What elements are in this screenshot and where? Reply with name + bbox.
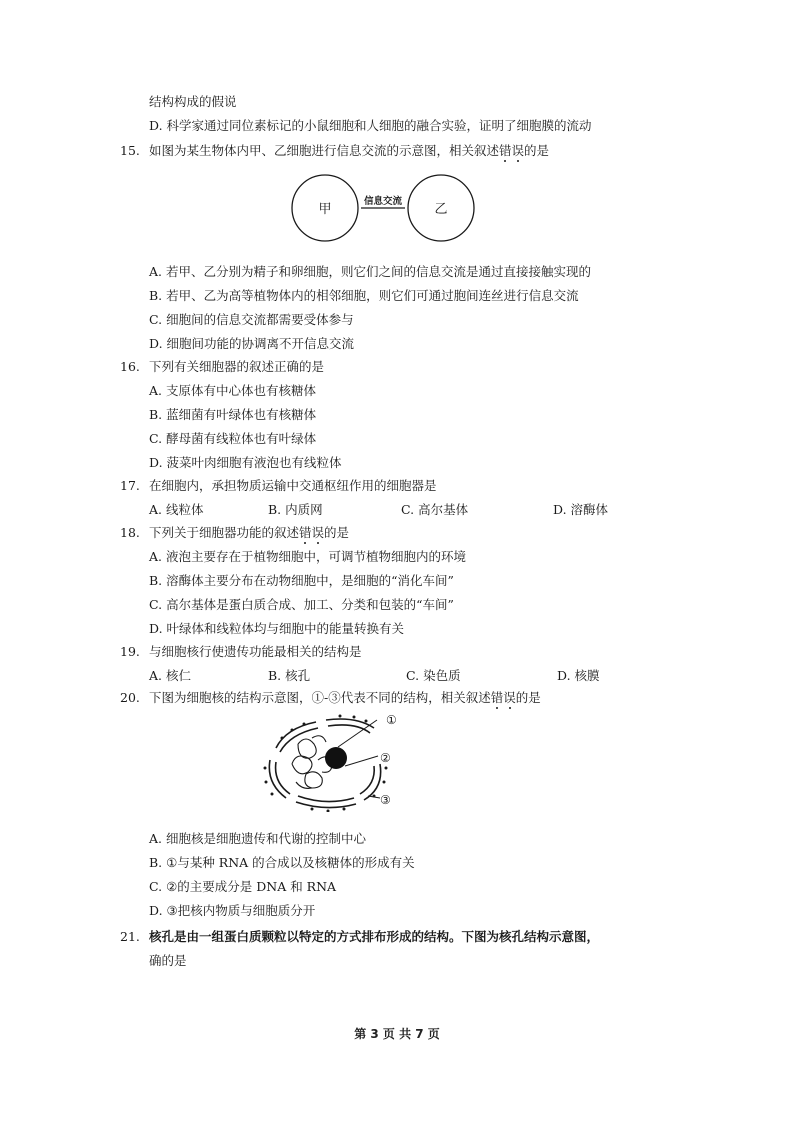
ribosome-dot (383, 781, 386, 784)
emphasis-char-1: 错 (499, 143, 512, 158)
question-18-emphasis-error (299, 525, 324, 540)
continuation-text-line-2: D. 科学家通过同位素标记的小鼠细胞和人细胞的融合实验，证明了细胞膜的流动 (149, 118, 592, 133)
question-17-option-a[interactable]: A. 线粒体 (149, 502, 204, 517)
ribosome-dot (343, 808, 346, 811)
question-17-option-b[interactable]: B. 内质网 (268, 502, 323, 517)
question-17-option-c[interactable]: C. 高尔基体 (401, 502, 469, 517)
envelope-inner-arc-right (360, 766, 374, 794)
cell-communication-diagram (286, 168, 482, 254)
question-16-option-d[interactable]: D. 菠菜叶肉细胞有液泡也有线粒体 (149, 455, 342, 470)
envelope-outer-arc-top-left (276, 722, 316, 748)
chromatin-loop (298, 739, 316, 758)
question-21-number: 21. (120, 929, 140, 944)
ribosome-dot (291, 729, 294, 732)
ribosome-dot (385, 767, 388, 770)
emphasis-char-2: 误 (311, 525, 325, 540)
nuclear-envelope (269, 719, 380, 808)
question-15-option-d[interactable]: D. 细胞间功能的协调离不开信息交流 (149, 336, 355, 351)
question-15-stem-part-b: 的是 (524, 143, 550, 158)
structure-label-1: ① (386, 713, 397, 727)
ribosome-dot (353, 716, 356, 719)
chromatin-loop (292, 756, 312, 774)
question-18-option-b[interactable]: B. 溶酶体主要分布在动物细胞中，是细胞的“消化车间” (149, 573, 454, 588)
question-20-emphasis-error (491, 690, 516, 705)
question-16-option-c[interactable]: C. 酵母菌有线粒体也有叶绿体 (149, 431, 317, 446)
emphasis-char-1: 错 (490, 690, 504, 705)
question-18-option-c[interactable]: C. 高尔基体是蛋白质合成、加工、分类和包装的“车间” (149, 597, 454, 612)
question-17-stem: 在细胞内，承担物质运输中交通枢纽作用的细胞器是 (149, 478, 437, 493)
question-15-emphasis-error (499, 143, 524, 158)
communication-label: 信息交流 (363, 196, 403, 207)
leader-line-2 (345, 756, 378, 766)
question-16-option-b[interactable]: B. 蓝细菌有叶绿体也有核糖体 (149, 407, 317, 422)
question-18-option-a[interactable]: A. 液泡主要存在于植物细胞中，可调节植物细胞内的环境 (149, 549, 466, 564)
ribosome-dot (281, 737, 284, 740)
emphasis-char-2: 误 (503, 690, 516, 705)
envelope-outer-arc-bottom (296, 802, 356, 808)
question-15-option-a[interactable]: A. 若甲、乙分别为精子和卵细胞，则它们之间的信息交流是通过直接接触实现的 (149, 264, 591, 279)
question-19-stem: 与细胞核行使遗传功能最相关的结构是 (149, 644, 362, 659)
leader-line-1 (338, 720, 377, 747)
page-number-footer: 第 3 页 共 7 页 (354, 1027, 440, 1041)
question-18-stem (149, 525, 349, 540)
question-20-option-b[interactable]: B. ①与某种 RNA 的合成以及核糖体的形成有关 (149, 855, 415, 870)
ribosome-dot (365, 720, 368, 723)
question-20-stem-part-a: 下图为细胞核的结构示意图，①-③代表不同的结构，相关叙述 (149, 690, 491, 705)
question-15-stem (149, 143, 549, 158)
envelope-inner-arc-bottom (298, 796, 354, 802)
question-15-option-c[interactable]: C. 细胞间的信息交流都需要受体参与 (149, 312, 354, 327)
question-19-option-a[interactable]: A. 核仁 (149, 668, 191, 683)
continuation-text-line-1: 结构构成的假说 (149, 94, 237, 109)
question-20-stem (149, 690, 541, 705)
question-21-stem-line-1: 核孔是由一组蛋白质颗粒以特定的方式排布形成的结构。下图为核孔结构示意图， (149, 929, 600, 944)
question-16-stem: 下列有关细胞器的叙述正确的是 (149, 359, 325, 374)
question-19-options (0, 668, 794, 684)
envelope-inner-arc-top-left (280, 728, 318, 752)
question-16-option-a[interactable]: A. 支原体有中心体也有核糖体 (149, 383, 316, 398)
question-18-stem-part-a: 下列关于细胞器功能的叙述 (149, 525, 300, 540)
question-15-stem-part-a: 如图为某生物体内甲、乙细胞进行信息交流的示意图，相关叙述 (149, 143, 500, 158)
question-19-option-c[interactable]: C. 染色质 (406, 668, 461, 683)
question-20-stem-part-b: 的是 (515, 690, 541, 705)
question-20-option-a[interactable]: A. 细胞核是细胞遗传和代谢的控制中心 (149, 831, 366, 846)
question-19-number: 19. (120, 644, 140, 659)
cell-jia-label: 甲 (318, 202, 332, 217)
question-19-option-b[interactable]: B. 核孔 (268, 668, 311, 683)
ribosome-dot (311, 808, 314, 811)
ribosome-dot (264, 767, 267, 770)
question-18-number: 18. (120, 525, 140, 540)
question-19-option-d[interactable]: D. 核膜 (557, 668, 600, 683)
question-18-stem-part-b: 的是 (324, 525, 350, 540)
question-21-stem-line-2: 确的是 (149, 953, 187, 968)
structure-label-2: ② (380, 751, 391, 765)
question-20-number: 20. (120, 690, 140, 705)
nucleolus (325, 747, 347, 769)
question-17-options (0, 502, 794, 518)
ribosome-dot (265, 781, 268, 784)
question-17-option-d[interactable]: D. 溶酶体 (553, 502, 609, 517)
cell-yi-label: 乙 (434, 202, 448, 217)
emphasis-char-1: 错 (299, 525, 312, 540)
chromatin-loop (305, 772, 322, 788)
question-20-option-d[interactable]: D. ③把核内物质与细胞质分开 (149, 903, 316, 918)
question-18-option-d[interactable]: D. 叶绿体和线粒体均与细胞中的能量转换有关 (149, 621, 405, 636)
question-16-number: 16. (120, 359, 140, 374)
nucleus-structure-diagram (256, 708, 416, 812)
question-20-option-c[interactable]: C. ②的主要成分是 DNA 和 RNA (149, 879, 337, 894)
structure-label-3: ③ (380, 793, 391, 807)
question-15-number: 15. (120, 143, 140, 158)
chromatin-loop (312, 736, 326, 742)
ribosome-dot (303, 723, 306, 726)
question-17-number: 17. (120, 478, 140, 493)
ribosome-dot (271, 793, 274, 796)
question-15-option-b[interactable]: B. 若甲、乙为高等植物体内的相邻细胞，则它们可通过胞间连丝进行信息交流 (149, 288, 579, 303)
ribosome-dot (327, 810, 330, 813)
emphasis-char-2: 误 (511, 143, 525, 158)
ribosome-dot (339, 715, 342, 718)
